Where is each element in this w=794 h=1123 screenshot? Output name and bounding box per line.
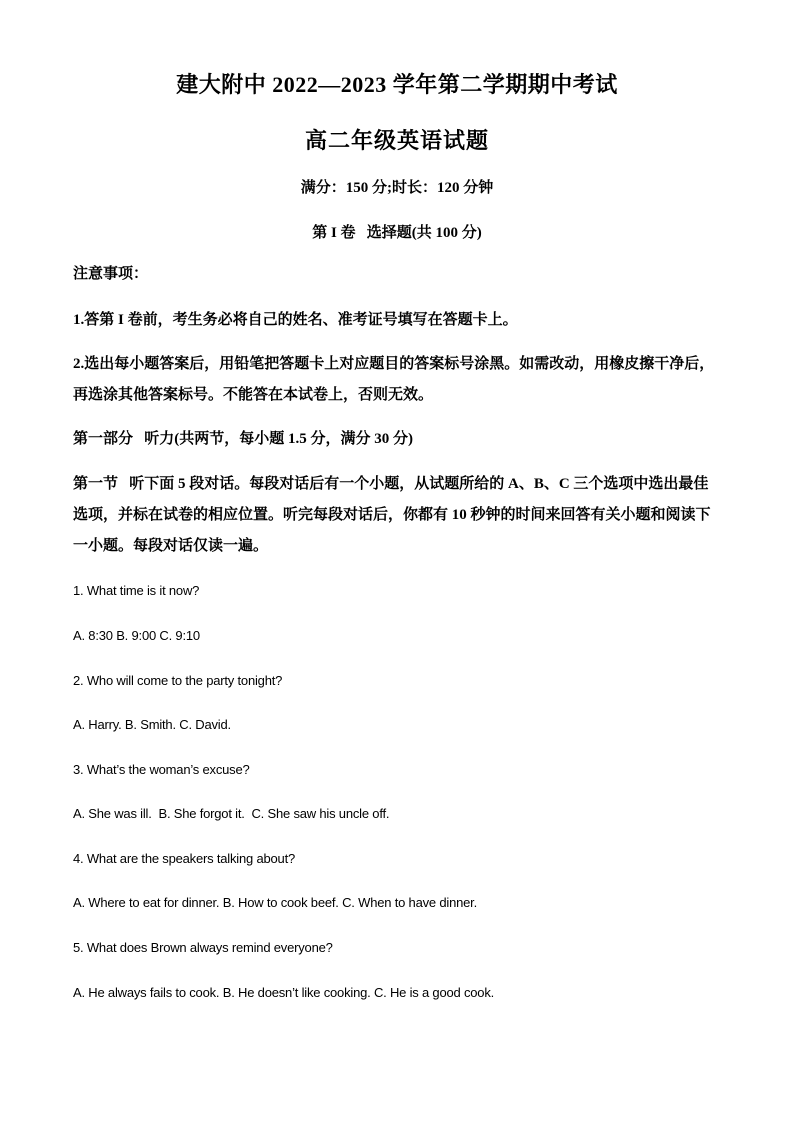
question-4-options: A. Where to eat for dinner. B. How to cook beef. C. When to have dinner.: [73, 895, 477, 910]
question-3: 3. What’s the woman’s excuse?: [73, 762, 250, 777]
note-item-1: 1.答第 I 卷前，考生务必将自己的姓名、准考证号填写在答题卡上。: [73, 312, 518, 328]
question-1: 1. What time is it now?: [73, 583, 200, 598]
exam-subject: 高二年级英语试题: [304, 128, 489, 153]
question-4: 4. What are the speakers talking about?: [73, 851, 296, 866]
question-3-options: A. She was ill. B. She forgot it. C. She saw his uncle off.: [73, 806, 390, 821]
section1-instructions: 第一节 听下面 5 段对话。每段对话后有一个小题，从试题所给的 A、B、C 三个选项中选出最佳选项，并标在试卷的相应位置。听完每段对话后，你都有 10 秒钟的时间来回答有关小题和阅读下一小题。每段对话仅读一遍。: [73, 476, 711, 554]
question-2-options: A. Harry. B. Smith. C. David.: [73, 717, 231, 732]
notes-heading: 注意事项：: [73, 266, 149, 282]
question-1-options: A. 8:30 B. 9:00 C. 9:10: [73, 628, 200, 643]
question-5-options: A. He always fails to cook. B. He doesn’t like cooking. C. He is a good cook.: [73, 985, 495, 1000]
section-part1: 第一部分 听力(共两节，每小题 1.5 分，满分 30 分): [73, 431, 413, 447]
score-time: 满分：150 分;时长：120 分钟: [300, 180, 494, 196]
question-2: 2. Who will come to the party tonight?: [73, 673, 283, 688]
question-5: 5. What does Brown always remind everyone?: [73, 940, 333, 955]
exam-title: 建大附中 2022—2023 学年第二学期期中考试: [176, 72, 618, 97]
note-item-2: 2.选出每小题答案后，用铅笔把答题卡上对应题目的答案标号涂黑。如需改动，用橡皮擦干净后，再选涂其他答案标号。不能答在本试卷上，否则无效。: [73, 356, 715, 403]
part-title: 第 I 卷 选择题(共 100 分): [312, 225, 482, 241]
